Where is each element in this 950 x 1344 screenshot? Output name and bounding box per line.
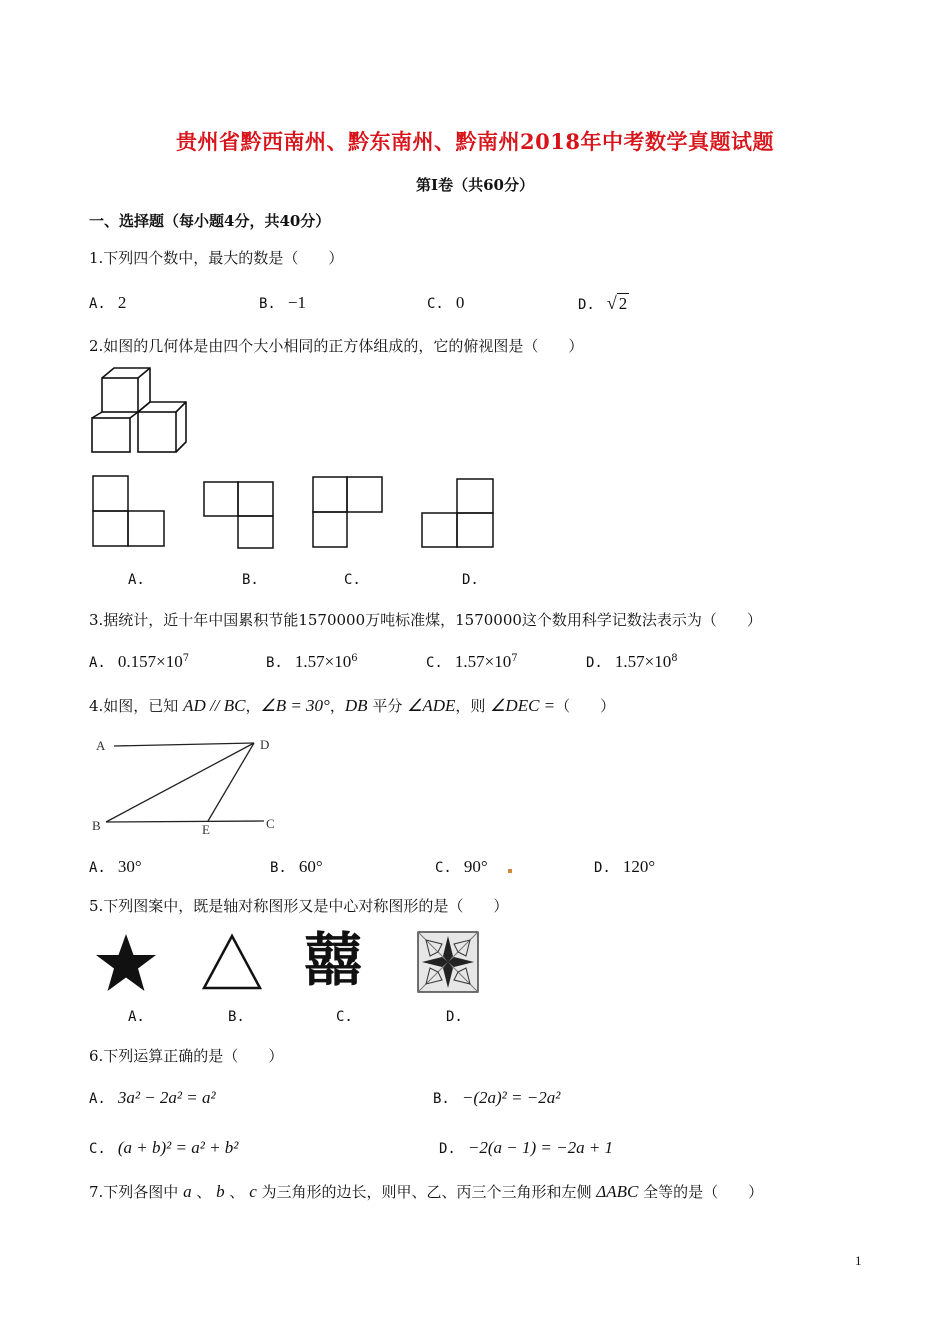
double-happiness-pattern-c: 囍 <box>304 926 363 994</box>
q2-caption-d: D. <box>462 572 479 588</box>
q6-option-c: C. (a + b)² = a² + b² <box>89 1138 239 1157</box>
parallel-lines-figure <box>88 734 288 838</box>
page-number: 1 <box>855 1253 862 1268</box>
question-3-stem: 3.据统计，近十年中国累积节能1570000万吨标准煤，1570000这个数用科学记数法表示为（ ） <box>89 611 762 629</box>
top-view-option-a <box>92 475 166 547</box>
top-view-option-d <box>421 478 495 548</box>
q1-option-c: C. 0 <box>427 293 465 312</box>
question-6-stem: 6.下列运算正确的是（ ） <box>89 1047 284 1065</box>
q6-option-b: B. −(2a)² = −2a² <box>433 1088 561 1107</box>
q3-option-c: C. $1.57\times 10^7$ <box>426 652 518 671</box>
q1-option-a: A. 2 <box>89 293 127 312</box>
diamond-pattern-d <box>416 930 480 994</box>
q2-caption-b: B. <box>242 572 259 588</box>
question-5-stem: 5.下列图案中，既是轴对称图形又是中心对称图形的是（ ） <box>89 897 509 915</box>
section-heading: 一、选择题（每小题4分，共40分） <box>89 212 331 230</box>
top-view-option-b <box>203 481 275 549</box>
top-view-option-c <box>312 476 384 548</box>
q5-caption-b: B. <box>228 1009 245 1025</box>
q6-option-d: D. −2(a − 1) = −2a + 1 <box>439 1138 614 1157</box>
star-pattern-a <box>94 932 158 994</box>
point-label-e: E <box>202 822 210 837</box>
q6-option-a: A. 3a² − 2a² = a² <box>89 1088 216 1107</box>
q4-option-a: A. 30° <box>89 857 142 876</box>
question-2-stem: 2.如图的几何体是由四个大小相同的正方体组成的，它的俯视图是（ ） <box>89 337 584 355</box>
q3-option-a: A. $0.157\times 10^7$ <box>89 652 190 671</box>
cube-solid-figure <box>90 366 190 456</box>
q2-caption-c: C. <box>344 572 361 588</box>
q1-option-b: B. −1 <box>259 293 306 312</box>
q5-caption-c: C. <box>336 1009 353 1025</box>
q4-option-b: B. 60° <box>270 857 323 876</box>
question-7-stem: 7.下列各图中 a 、 b 、 c 为三角形的边长，则甲、乙、丙三个三角形和左侧 ΔABC 全等的是（ ） <box>89 1182 764 1201</box>
q5-caption-d: D. <box>446 1009 463 1025</box>
triangle-pattern-b <box>200 932 264 992</box>
sqrt-symbol: √ <box>606 293 617 313</box>
point-label-b: B <box>92 818 101 833</box>
point-label-a: A <box>96 738 106 753</box>
q2-caption-a: A. <box>128 572 145 588</box>
part-heading: 第Ⅰ卷（共60分） <box>416 176 534 194</box>
q3-option-b: B. $1.57\times 10^6$ <box>266 652 358 671</box>
q5-caption-a: A. <box>128 1009 145 1025</box>
point-label-c: C <box>266 816 275 831</box>
q4-option-d: D. 120° <box>594 857 656 876</box>
document-title: 贵州省黔西南州、黔东南州、黔南州2018年中考数学真题试题 <box>176 129 774 154</box>
q3-option-d: D. $1.57\times 10^8$ <box>586 652 678 671</box>
question-1-stem: 1.下列四个数中，最大的数是（ ） <box>89 249 344 267</box>
q4-option-c: C. 90° <box>435 857 488 876</box>
q1-option-d: D. √ 2 <box>578 293 628 313</box>
question-4-stem: 4.如图，已知 AD // BC，∠B = 30°，DB 平分 ∠ADE，则 ∠DEC =（ ） <box>89 696 616 715</box>
point-label-d: D <box>260 737 270 752</box>
stray-dot <box>508 869 512 873</box>
sqrt-expression: √ 2 <box>606 293 628 313</box>
